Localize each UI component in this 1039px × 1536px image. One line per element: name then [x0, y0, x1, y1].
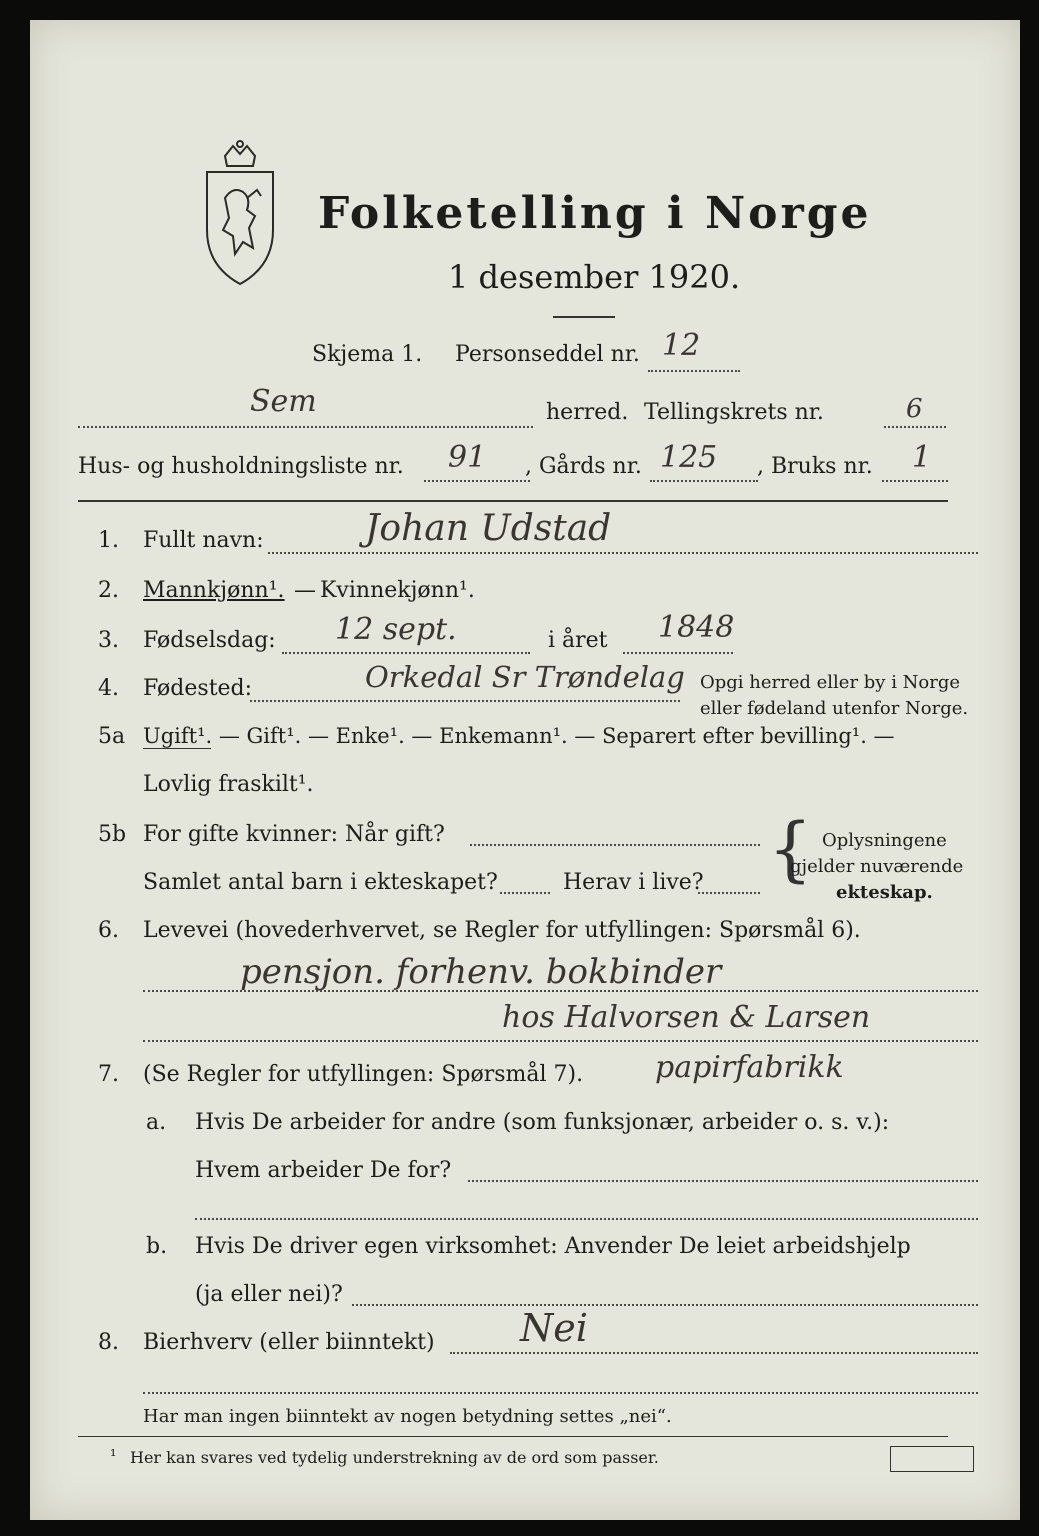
q7b-line: [352, 1304, 978, 1306]
q4-line: [250, 700, 680, 702]
q3-year-label: i året: [548, 628, 608, 653]
q4-number: 4.: [98, 676, 119, 701]
q5b-line-3: [698, 892, 760, 894]
personseddel-value: 12: [662, 328, 701, 363]
q3-label: Fødselsdag:: [143, 628, 276, 653]
q2-label-male: Mannkjønn¹.: [143, 578, 285, 603]
q6-value-2: hos Halvorsen & Larsen: [502, 1000, 871, 1035]
q4-hint-2: eller fødeland utenfor Norge.: [700, 698, 969, 719]
personseddel-label: Personseddel nr.: [455, 342, 640, 367]
q7a-label-2: Hvem arbeider De for?: [195, 1158, 452, 1183]
q3-number: 3.: [98, 628, 119, 653]
q5b-label-3: Herav i live?: [563, 870, 704, 895]
personseddel-line: [648, 370, 740, 372]
q7-number: 7.: [98, 1062, 119, 1087]
krets-label: Tellingskrets nr.: [644, 400, 824, 425]
hus-label: Hus- og husholdningsliste nr.: [78, 454, 404, 479]
q7a-line-2: [195, 1218, 978, 1220]
q5b-line-2: [500, 892, 550, 894]
q6-line-2: [143, 1040, 978, 1042]
q6-label: Levevei (hovederhvervet, se Regler for utfyllingen: Spørsmål 6).: [143, 918, 861, 943]
q8-line-1: [450, 1352, 978, 1354]
q3-year-value: 1848: [658, 610, 735, 645]
q7b-label-2: (ja eller nei)?: [195, 1282, 343, 1307]
footer-divider: [78, 1436, 948, 1437]
form-title: Folketelling i Norge: [318, 188, 872, 239]
q5a-options: Ugift¹. — Gift¹. — Enke¹. — Enkemann¹. — Separert efter bevilling¹. —: [143, 724, 895, 748]
q5b-note-3: ekteskap.: [836, 882, 933, 903]
q6-value-1: pensjon. forhenv. bokbinder: [240, 952, 722, 992]
bruks-value: 1: [912, 440, 932, 475]
krets-value: 6: [906, 394, 923, 424]
q6-line-1: [143, 990, 978, 992]
q1-line: [268, 552, 978, 554]
bruks-line: [882, 480, 948, 482]
form-date: 1 desember 1920.: [448, 258, 741, 296]
q5a-options-2: Lovlig fraskilt¹.: [143, 772, 314, 797]
gards-line: [650, 480, 758, 482]
q3-year-line: [623, 652, 733, 654]
header-divider: [78, 500, 948, 502]
q8-line-2: [143, 1392, 978, 1394]
gards-label: , Gårds nr.: [525, 454, 642, 479]
q6-number: 6.: [98, 918, 119, 943]
q5b-number: 5b: [98, 822, 127, 847]
q5b-label-1: For gifte kvinner: Når gift?: [143, 822, 445, 847]
q4-hint-1: Opgi herred eller by i Norge: [700, 672, 961, 693]
q3-line: [282, 652, 530, 654]
q7b-label: Hvis De driver egen virksomhet: Anvender De leiet arbeidshjelp: [195, 1234, 911, 1259]
q1-label: Fullt navn:: [143, 528, 264, 553]
q5a-number: 5a: [98, 724, 126, 749]
q3-value: 12 sept.: [335, 612, 457, 647]
q7-value: papirfabrikk: [655, 1050, 844, 1085]
q7a-label: Hvis De arbeider for andre (som funksjonær, arbeider o. s. v.):: [195, 1110, 890, 1135]
schema-label: Skjema 1.: [312, 342, 423, 367]
q7a-line-1: [468, 1180, 978, 1182]
q2-label-female: Kvinnekjønn¹.: [320, 578, 475, 603]
bruks-label: , Bruks nr.: [757, 454, 873, 479]
hus-line: [424, 480, 530, 482]
q5b-note-2: gjelder nuværende: [790, 856, 964, 877]
coat-of-arms-icon: [195, 138, 285, 288]
q8-number: 8.: [98, 1330, 119, 1355]
gards-value: 125: [660, 440, 718, 475]
q1-value: Johan Udstad: [365, 508, 612, 549]
q2-separator: —: [294, 578, 316, 603]
herred-line: [78, 426, 533, 428]
q8-label: Bierhverv (eller biinntekt): [143, 1330, 435, 1355]
q5b-line-1: [470, 844, 760, 846]
q8-value: Nei: [520, 1306, 588, 1350]
printer-stamp: [890, 1446, 974, 1472]
footer-note: Har man ingen biinntekt av nogen betydning settes „nei“.: [143, 1406, 672, 1427]
q5b-label-2: Samlet antal barn i ekteskapet?: [143, 870, 498, 895]
q7b-letter: b.: [146, 1234, 168, 1259]
q4-value: Orkedal Sr Trøndelag: [365, 660, 685, 694]
q5a-underline-ugift: [143, 748, 211, 749]
q4-label: Fødested:: [143, 676, 253, 701]
q1-number: 1.: [98, 528, 119, 553]
census-form: [30, 20, 1020, 1520]
q5b-note-1: Oplysningene: [822, 830, 947, 851]
footnote-mark: ¹: [110, 1446, 117, 1465]
footnote-text: Her kan svares ved tydelig understrekning av de ord som passer.: [130, 1448, 659, 1467]
q5b-bracket: {: [768, 808, 813, 890]
q2-number: 2.: [98, 578, 119, 603]
herred-label: herred.: [546, 400, 629, 425]
q7a-letter: a.: [146, 1110, 167, 1135]
krets-line: [884, 426, 946, 428]
q7-label: (Se Regler for utfyllingen: Spørsmål 7).: [143, 1062, 584, 1087]
title-divider: [553, 316, 615, 318]
herred-value: Sem: [250, 384, 317, 419]
hus-value: 91: [448, 440, 487, 475]
